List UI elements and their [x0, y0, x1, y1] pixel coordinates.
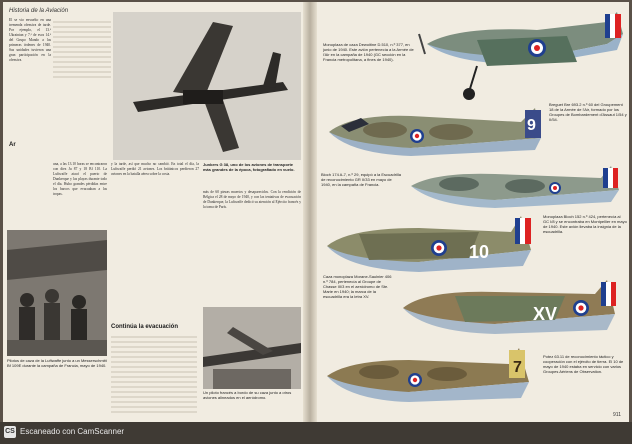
text-column-4-body: más de 60 piezas muertos y desaparecidos. Con la rendición de Bélgica el 28 de mayo de 1940, y con las tentativas de evacuación de Dunkerque, la Luftwaffe dedicó su atención al Ejército francés y la toma de París. [203, 190, 301, 209]
running-header: Historia de la Aviación [9, 8, 69, 14]
plane-label-9: 9 [527, 117, 536, 134]
pilots-scene [7, 230, 107, 356]
plane-breguet [321, 100, 551, 162]
camscanner-logo-icon: CS [4, 426, 16, 438]
photo-french-pilot [203, 307, 301, 389]
plane-label-7: 7 [513, 359, 522, 376]
page-gutter [303, 2, 317, 422]
caption-french-pilot: Un piloto francés a bordo de su caza junto a otros aviones alineados en el aeródromo. [203, 390, 292, 400]
caption-plane-6: Potez 63.11 de reconocimiento táctico y cooperación con el ejército de tierra. El 10 de mayo de 1940 estaba en servicio con varios Groupes Aériens de Observation. [543, 354, 624, 374]
scanner-footer [0, 422, 632, 444]
plane-morane-406 [395, 274, 627, 340]
caption-transport-plane: Junkers G 38, uno de los aviones de transporte más grandes de la época, fotografiado en vuelo. [203, 162, 295, 172]
caption-plane-1: Monoplaza de caza Dewoitine D.510, n.º 377, en junio de 1940. Este avión pertenecía a la Armée de l'Air en la campaña de 1940 (GC sección en la Francia metropolitana, a fines de 1940). [323, 42, 414, 62]
plane-label-xv: XV [533, 304, 558, 324]
scanner-label: Escaneado con CamScanner [20, 427, 125, 436]
french-pilot-scene [203, 307, 301, 389]
right-page [317, 2, 629, 422]
text-column-1 [9, 18, 51, 228]
plane-dewoitine [417, 4, 627, 102]
caption-pilots: Pilotos de caza de la Luftwaffe junto a un Messerschmitt Bf 109E durante la campaña de Francia, mayo de 1940. [7, 358, 107, 368]
caption-plane-2: Breguet Bre 693.2 n.º 60 del Groupement 18 de la Armée de l'Air, formado por los Groupes de Bombardement d'Assaut 1/54 y II/54. [549, 102, 627, 122]
text-column-3-body: y la tarde, así que mucho no cambió. En total el día, la Luftwaffe perdió 21 aviones. Los británicos perdieron 27 aviones en la batalla aérea sobre la costa. [111, 162, 199, 176]
plane-label-10: 10 [469, 242, 490, 262]
transport-plane-silhouette [113, 12, 301, 160]
section-heading: Continúa la evacuación [111, 324, 179, 330]
caption-plane-4: Monoplaza Bloch 152 n.º 424, pertenecía al GC I/8 y se encontraba en Montpellier en mayo de 1940. Este avión llevaba la insignia de la escuadrilla. [543, 214, 627, 234]
photo-pilots [7, 230, 107, 356]
caption-plane-3: Bloch 174 A-7, n.º 29, equipó a la Escuadrilla de reconocimiento GR II/33 en mayo de 1940, en la campaña de Francia. [321, 172, 401, 187]
text-column-2-body: una, a las 13.10 horas se encontraron con diez Ju 87 y 18 Bf 110. La Luftwaffe atacó el puerto de Dunkerque y las playas durante todo el día. Hubo grandes pérdidas entre los barcos que evacuaban a las tropas. [53, 162, 107, 196]
text-column-4 [203, 190, 301, 300]
text-lines-col5 [111, 333, 199, 418]
magazine-spread [3, 2, 629, 422]
plane-potez-63 [319, 342, 541, 408]
caption-plane-5: Caza monoplaza Morane-Saulnier 406 n.º 784, pertenecía al Groupe de Chasse III/3 en el aeródromo de Ste. Marie en 1940; la marca de la escuadrilla era la letra XV. [323, 274, 392, 299]
photo-transport-plane [113, 12, 301, 160]
side-marker: Ar [9, 142, 16, 148]
page-number: 911 [613, 412, 621, 418]
plane-bloch-152 [319, 210, 541, 280]
plane-bloch-174 [405, 160, 627, 212]
text-column-1-body: Él se vio envuelto en una tremenda ofensiva de tarde. Por ejemplo, el 13.ª Ukrainian y 7.ª de esos 14.ª del Grupo Mando a las primeras órdenes de 1940. Sus unidades tuvieron una gran participación en la ofensiva. [9, 18, 51, 62]
left-page [3, 2, 303, 422]
text-column-3 [111, 162, 199, 312]
